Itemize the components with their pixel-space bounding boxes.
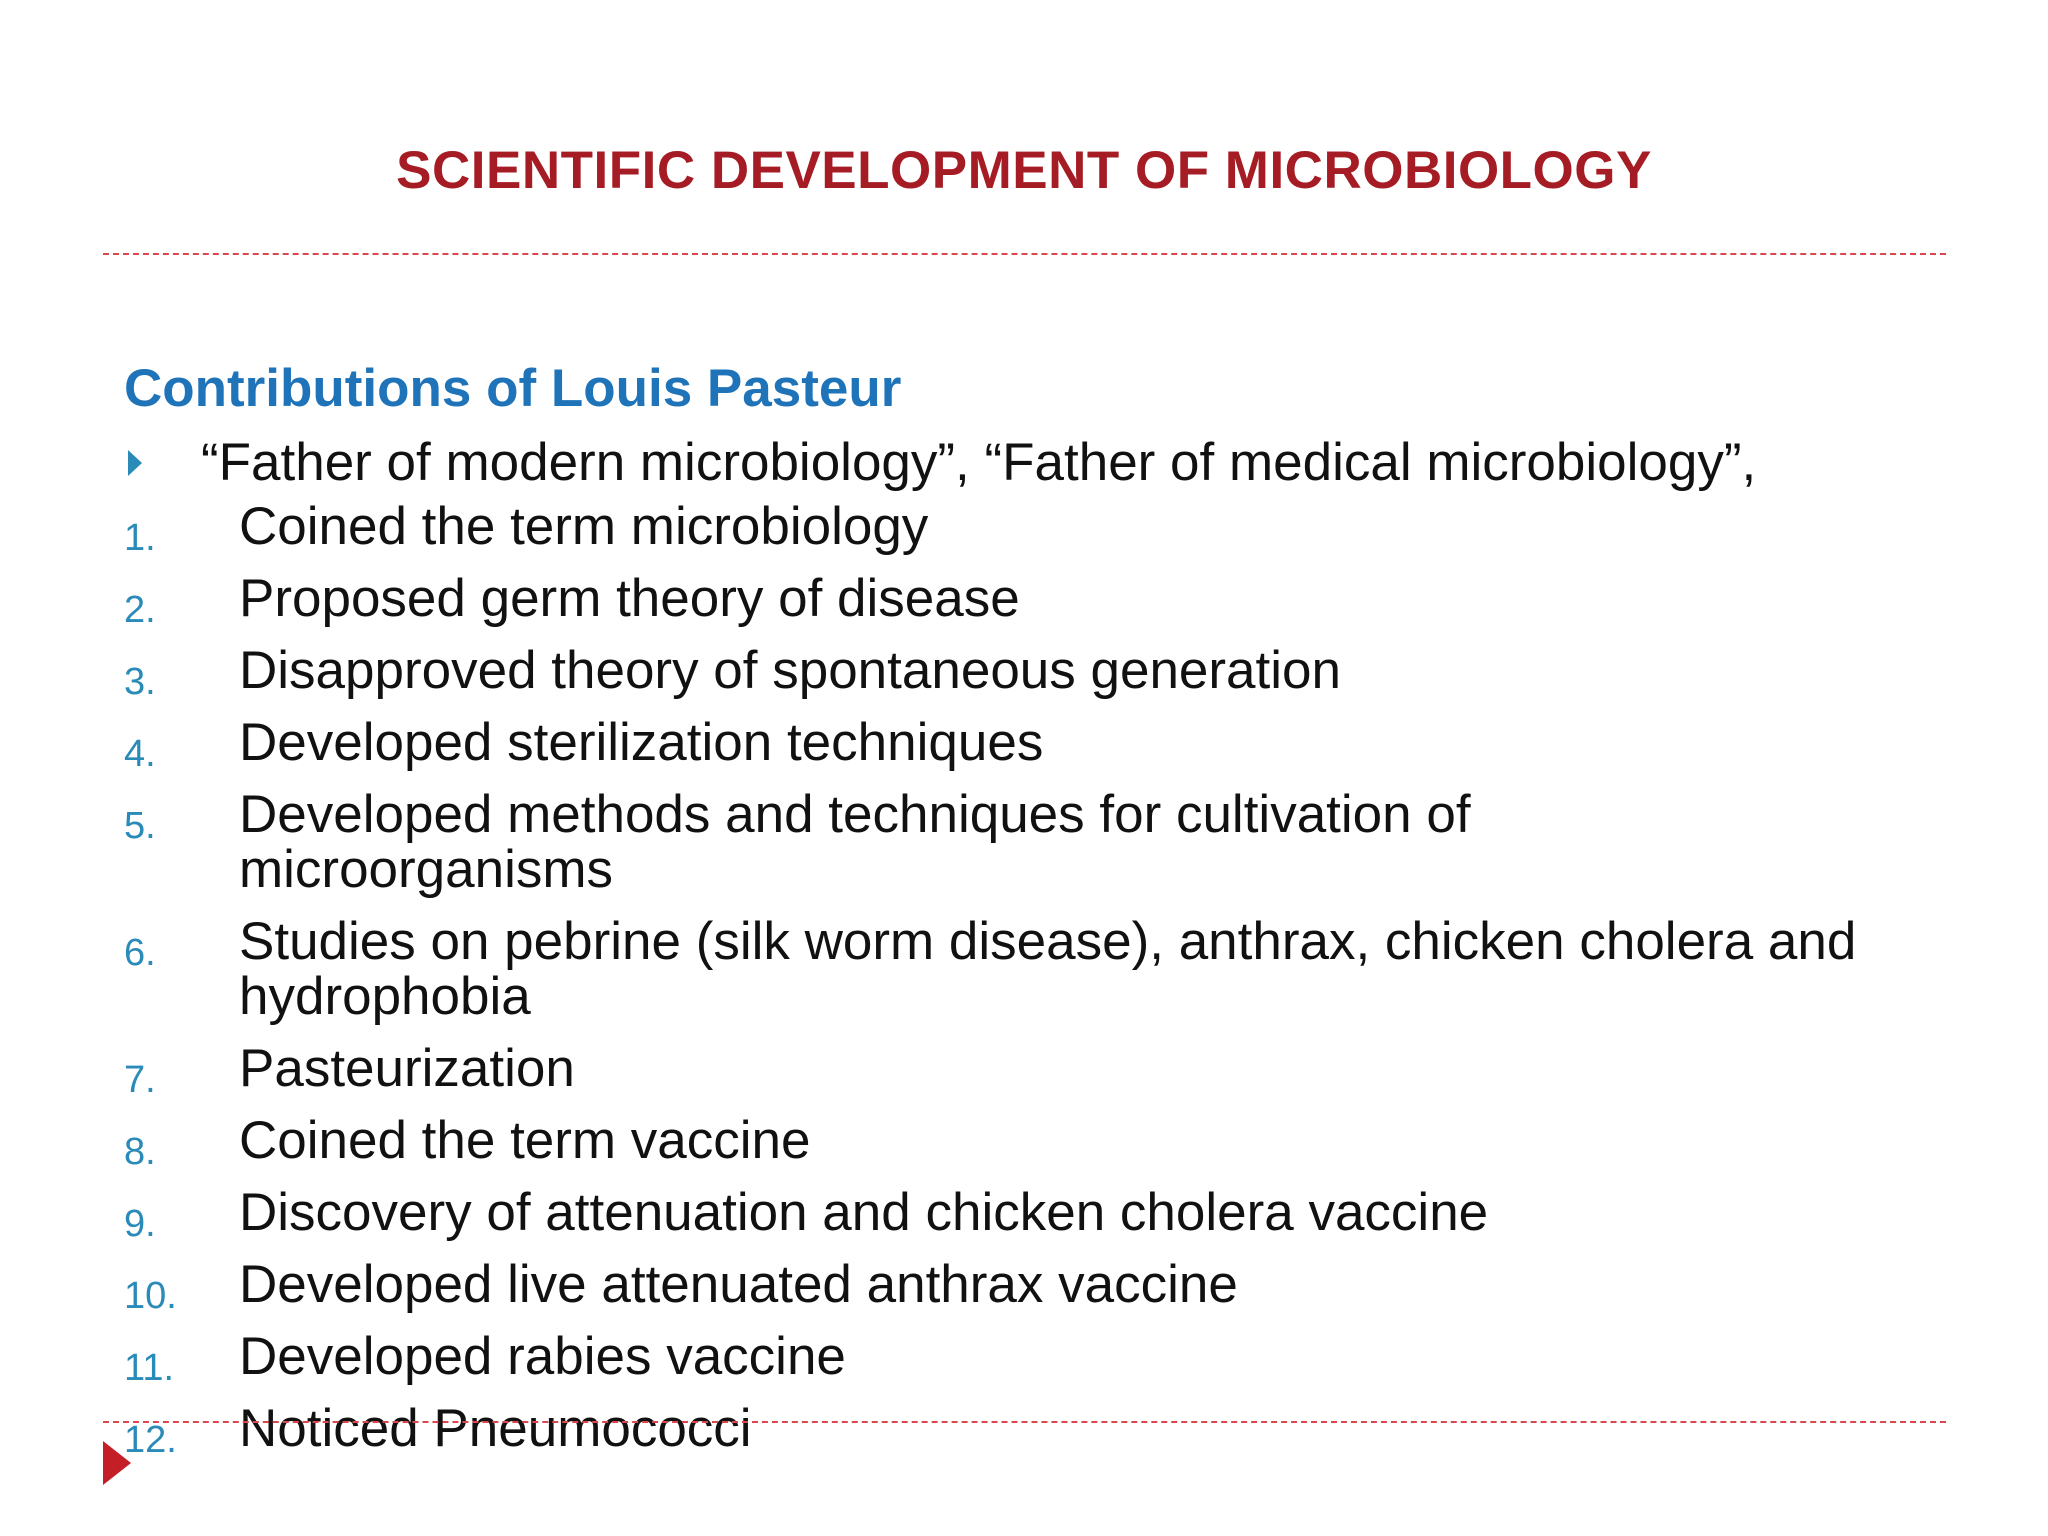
list-item [124, 1329, 1924, 1401]
triangle-right-icon [128, 450, 142, 476]
list-item [124, 1113, 1924, 1185]
list-number: 4. [124, 733, 156, 775]
top-divider [103, 253, 1946, 255]
list-item [124, 914, 1924, 1041]
list-text: Developed sterilization techniques [239, 713, 1044, 772]
list-number: 5. [124, 805, 156, 847]
list-number: 9. [124, 1203, 156, 1245]
list-number: 3. [124, 661, 156, 703]
slide-corner-arrow-icon [103, 1441, 131, 1485]
list-item [124, 787, 1924, 914]
list-text: Studies on pebrine (silk worm disease), anthrax, chicken cholera and hydrophobia [239, 912, 1857, 1026]
list-number: 1. [124, 517, 156, 559]
list-item [124, 715, 1924, 787]
list-text: Pasteurization [239, 1039, 575, 1098]
list-text: Discovery of attenuation and chicken cholera vaccine [239, 1183, 1489, 1242]
list-item [124, 1041, 1924, 1113]
bullet-text: “Father of modern microbiology”, “Father of medical microbiology”, [201, 433, 1757, 492]
list-number: 2. [124, 589, 156, 631]
list-item [124, 643, 1924, 715]
contributions-list [124, 499, 1924, 1473]
bullet-point [124, 428, 1924, 498]
list-item [124, 499, 1924, 571]
list-text: Proposed germ theory of disease [239, 569, 1020, 628]
bottom-divider [103, 1421, 1946, 1423]
list-item [124, 1257, 1924, 1329]
list-number: 11. [124, 1347, 175, 1389]
list-item [124, 571, 1924, 643]
list-number: 12. [124, 1419, 177, 1461]
list-number: 10. [124, 1275, 177, 1317]
list-text: Disapproved theory of spontaneous generation [239, 641, 1341, 700]
list-number: 6. [124, 932, 156, 974]
list-text: Developed rabies vaccine [239, 1327, 846, 1386]
section-subtitle: Contributions of Louis Pasteur [124, 359, 902, 418]
list-number: 7. [124, 1059, 156, 1101]
list-text: Coined the term vaccine [239, 1111, 811, 1170]
list-item [124, 1185, 1924, 1257]
list-number: 8. [124, 1131, 156, 1173]
list-text: Developed live attenuated anthrax vaccine [239, 1255, 1238, 1314]
list-text: Developed methods and techniques for cultivation of microorganisms [239, 785, 1471, 899]
slide-title: SCIENTIFIC DEVELOPMENT OF MICROBIOLOGY [396, 141, 1652, 200]
list-item [124, 1401, 1924, 1473]
list-text: Coined the term microbiology [239, 497, 929, 556]
list-text: Noticed Pneumococci [239, 1399, 752, 1458]
